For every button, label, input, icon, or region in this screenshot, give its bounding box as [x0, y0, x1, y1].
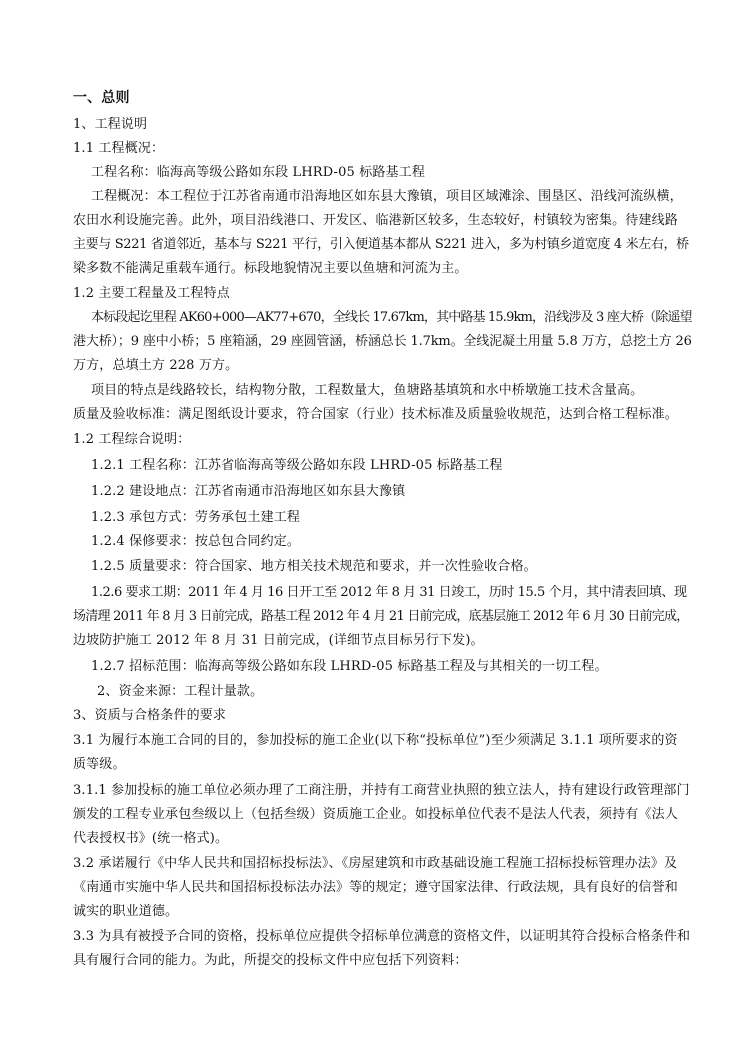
paragraph: 港大桥）；9 座中小桥；5 座箱涵，29 座圆管涵，桥涵总长 1.7km。全线泥凝土用量 5.8 万方，总挖土方 26: [73, 334, 692, 349]
paragraph: 项目的特点是线路较长，结构物分散，工程数量大，鱼塘路基填筑和水中桥墩施工技术含量高。: [91, 383, 644, 398]
paragraph: 质量及验收标准：满足图纸设计要求，符合国家（行业）技术标准及质量验收规范，达到合格工程标准。: [73, 407, 678, 422]
paragraph: 场清理 2011 年 8 月 3 日前完成，路基工程 2012 年 4 月 21 日前完成，底基层施工 2012 年 6 月 30 日前完成，: [73, 609, 689, 624]
paragraph: 1.2.6 要求工期：2011 年 4 月 16 日开工至 2012 年 8 月 31 日竣工，历时 15.5 个月，其中清表回填、现: [91, 585, 687, 600]
paragraph: 质等级。: [73, 757, 126, 772]
paragraph: 《南通市实施中华人民共和国招标投标法办法》等的规定；遵守国家法律、行政法规，具有良好的信誉和: [73, 880, 678, 895]
paragraph: 梁多数不能满足重载车通行。标段地貌情况主要以鱼塘和河流为主。: [73, 261, 468, 276]
paragraph: 1.2.7 招标范围：临海高等级公路如东段 LHRD-05 标路基工程及与其相关的一切工程。: [91, 659, 608, 674]
paragraph: 工程概况：本工程位于江苏省南通市沿海地区如东县大豫镇，项目区域滩涂、围垦区、沿线河流纵横，: [91, 189, 683, 204]
paragraph: 1.2.5 质量要求：符合国家、地方相关技术规范和要求，并一次性验收合格。: [91, 559, 537, 574]
paragraph: 3.1 为履行本施工合同的目的，参加投标的施工企业(以下称“投标单位”)至少须满足 3.1.1 项所要求的资: [73, 733, 678, 748]
paragraph: 主要与 S221 省道邻近，基本与 S221 平行，引入便道基本都从 S221 进入，多为村镇乡道宽度 4 米左右，桥: [73, 237, 689, 252]
paragraph: 本标段起讫里程 AK60+000—AK77+670，全线长 17.67km，其中路基 15.9km，沿线涉及 3 座大桥（除遥望: [91, 310, 692, 325]
paragraph: 工程名称：临海高等级公路如东段 LHRD-05 标路基工程: [91, 165, 425, 180]
paragraph: 农田水利设施完善。此外，项目沿线港口、开发区、临港新区较多，生态较好，村镇较为密集。待建线路: [73, 213, 678, 228]
paragraph: 1.2 工程综合说明：: [73, 432, 191, 447]
paragraph: 1.2.2 建设地点：江苏省南通市沿海地区如东县大豫镇: [91, 484, 406, 499]
paragraph: 1.2.4 保修要求：按总包合同约定。: [91, 534, 301, 549]
paragraph: 1.2 主要工程量及工程特点: [73, 286, 230, 301]
paragraph: 3.3 为具有被授予合同的资格，投标单位应提供令招标单位满意的资格文件，以证明其符合投标合格条件和: [73, 929, 691, 944]
paragraph: 1.1 工程概况：: [73, 141, 165, 156]
paragraph: 3.1.1 参加投标的施工单位必须办理了工商注册，并持有工商营业执照的独立法人，持有建设行政管理部门: [73, 783, 690, 798]
paragraph: 具有履行合同的能力。为此，所提交的投标文件中应包括下列资料：: [73, 953, 468, 968]
paragraph: 颁发的工程专业承包叁级以上（包括叁级）资质施工企业。如投标单位代表不是法人代表，须持有《法人: [73, 807, 678, 822]
paragraph: 诚实的职业道德。: [73, 904, 179, 919]
section-heading: 一、总则: [73, 90, 130, 106]
paragraph: 代表授权书》(统一格式)。: [73, 831, 229, 846]
paragraph: 边坡防护施工 2012 年 8 月 31 日前完成，(详细节点目标另行下发)。: [73, 633, 484, 648]
paragraph: 万方，总填土方 228 万方。: [73, 358, 239, 373]
paragraph: 3.2 承诺履行《中华人民共和国招标投标法》、《房屋建筑和市政基础设施工程施工招标投标管理办法》及: [73, 856, 678, 871]
paragraph: 1、工程说明: [73, 117, 148, 132]
paragraph: 3、资质与合格条件的要求: [73, 708, 227, 723]
paragraph: 2、资金来源：工程计量款。: [97, 684, 264, 699]
paragraph: 1.2.1 工程名称：江苏省临海高等级公路如东段 LHRD-05 标路基工程: [91, 458, 503, 473]
paragraph: 1.2.3 承包方式：劳务承包土建工程: [91, 510, 301, 525]
